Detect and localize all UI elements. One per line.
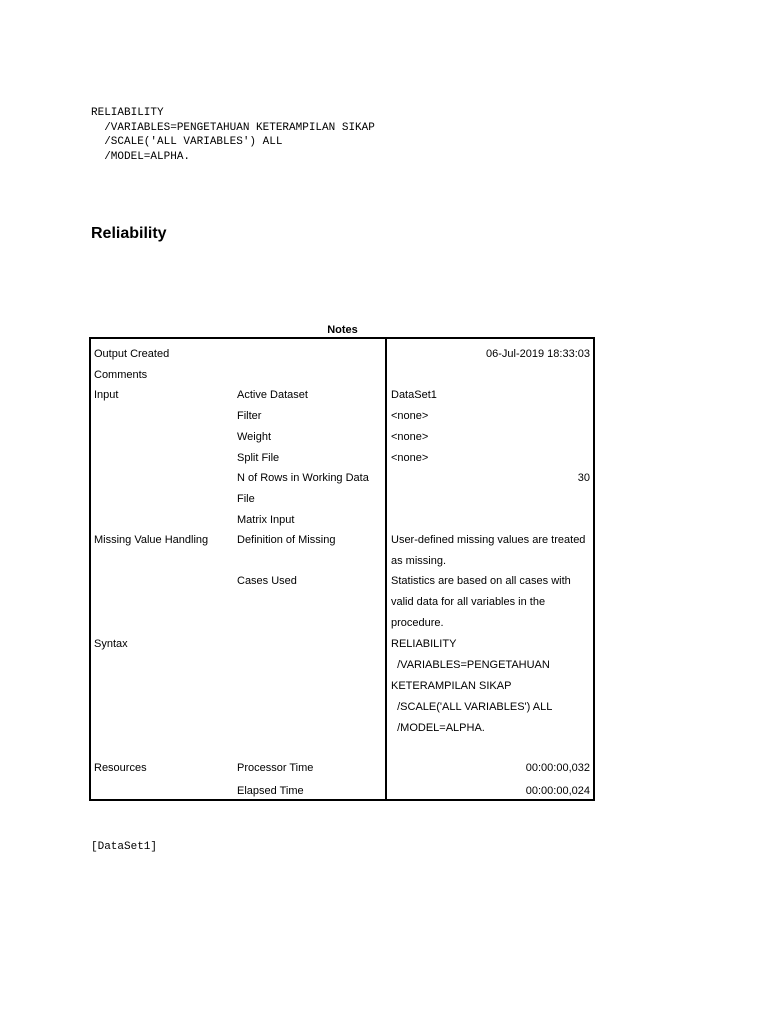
active-dataset-label: Active Dataset: [237, 389, 308, 401]
matrix-input-label: Matrix Input: [237, 514, 295, 526]
column-divider: [385, 339, 387, 799]
filter-value: <none>: [391, 410, 429, 422]
filter-label: Filter: [237, 410, 262, 422]
weight-value: <none>: [391, 431, 429, 443]
elapsed-time-value: 00:00:00,024: [525, 785, 590, 797]
syntax-value: RELIABILITY /VARIABLES=PENGETAHUAN KETERAMPILAN SIKAP /SCALE('ALL VARIABLES') ALL /MODEL=ALPHA.: [391, 638, 553, 734]
row-label-input: Input: [94, 389, 119, 401]
elapsed-time-label: Elapsed Time: [237, 785, 304, 797]
weight-label: Weight: [237, 431, 272, 443]
row-label-missing-value-handling: Missing Value Handling: [94, 534, 209, 546]
split-file-label: Split File: [237, 452, 280, 464]
section-heading: Reliability: [91, 225, 167, 242]
row-label-resources: Resources: [94, 762, 147, 774]
output-created-value: 06-Jul-2019 18:33:03: [486, 348, 590, 360]
dataset-label: [DataSet1]: [91, 841, 158, 853]
definition-of-missing-label: Definition of Missing: [237, 534, 336, 546]
notes-table-title: Notes: [327, 324, 358, 336]
n-rows-value: 30: [577, 472, 590, 484]
syntax-command-block: RELIABILITY /VARIABLES=PENGETAHUAN KETERAMPILAN SIKAP /SCALE('ALL VARIABLES') ALL /MODEL=ALPHA.: [91, 107, 375, 163]
notes-table: [89, 337, 595, 801]
n-rows-label: N of Rows in Working Data File: [237, 472, 369, 505]
split-file-value: <none>: [391, 452, 429, 464]
active-dataset-value: DataSet1: [391, 389, 437, 401]
processor-time-label: Processor Time: [237, 762, 314, 774]
processor-time-value: 00:00:00,032: [525, 762, 590, 774]
cases-used-value: Statistics are based on all cases with valid data for all variables in the procedure.: [391, 575, 571, 629]
row-label-output-created: Output Created: [94, 348, 170, 360]
row-label-comments: Comments: [94, 369, 148, 381]
definition-of-missing-value: User-defined missing values are treated as missing.: [391, 534, 586, 567]
row-label-syntax: Syntax: [94, 638, 128, 650]
cases-used-label: Cases Used: [237, 575, 297, 587]
